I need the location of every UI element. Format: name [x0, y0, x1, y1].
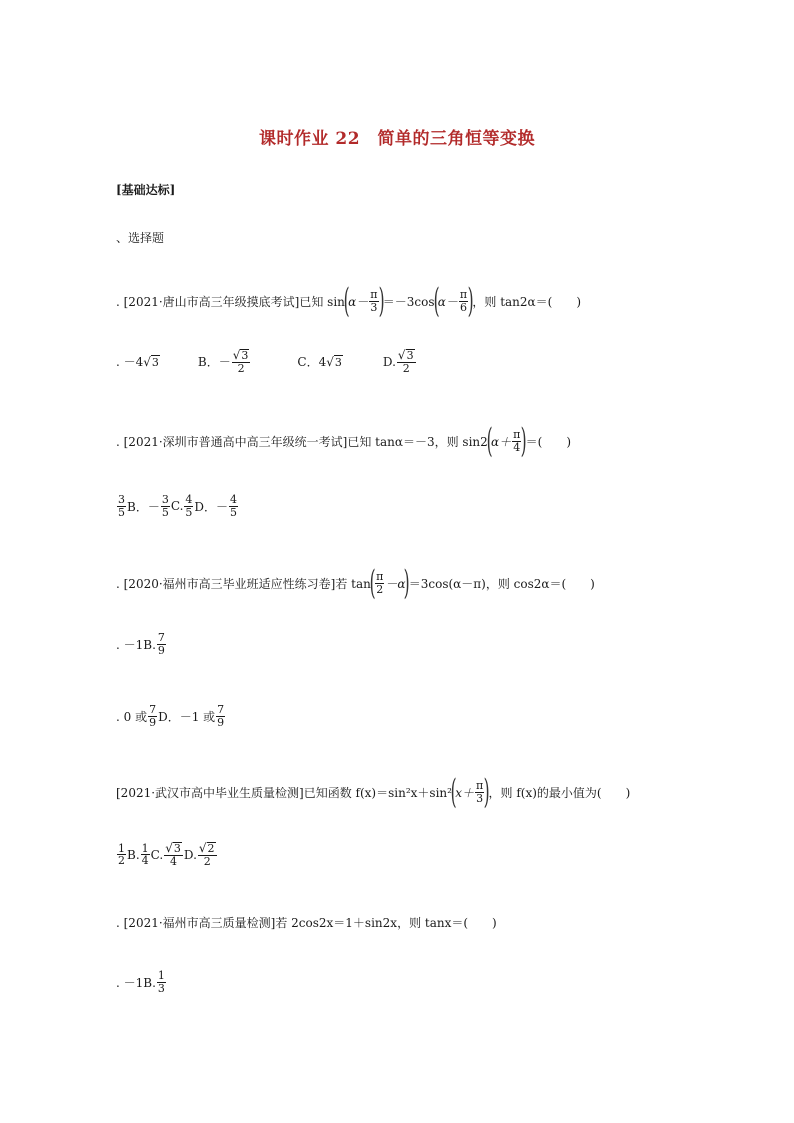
fraction [369, 289, 378, 313]
numerator: π [370, 287, 378, 301]
numerator: 7 [149, 703, 157, 716]
denominator: 9 [157, 643, 165, 657]
q1-alpha: α－ [348, 294, 369, 309]
left-paren: ( [486, 421, 493, 461]
q5-text: . [2021·福州市高三质量检测]若 2cos2x＝1＋sin2x，则 tanx＝( ) [116, 916, 497, 930]
fraction [117, 843, 126, 867]
q3-options-2 [116, 704, 226, 728]
part-heading: 、选择题 [116, 231, 165, 245]
question-1 [116, 281, 582, 321]
fraction [157, 970, 166, 994]
numerator: π [513, 427, 521, 441]
radical-sign-icon: √ [232, 348, 241, 362]
sqrt-expression [143, 355, 160, 369]
question-3 [116, 563, 595, 603]
q3-lead: . [2020·福州市高三毕业班适应性练习卷]若 tan [116, 576, 371, 591]
option-a: . －4 [116, 355, 144, 370]
q2-tail: ＝( ) [525, 434, 572, 449]
fraction [184, 494, 193, 518]
numerator [232, 349, 251, 363]
q2-alpha: α＋ [491, 434, 512, 449]
fraction [229, 494, 238, 518]
option-c: C. [150, 847, 164, 862]
q5-options [116, 970, 167, 994]
right-paren: ) [378, 281, 385, 321]
q2-options [116, 494, 239, 518]
q1-mid: ＝－3cos [382, 294, 435, 309]
radical-sign-icon: √ [165, 841, 173, 855]
denominator: 5 [118, 505, 125, 519]
fraction [216, 704, 225, 728]
page-title: 课时作业 22 简单的三角恒等变换 [258, 129, 536, 149]
q1-alpha-2: α－ [437, 294, 458, 309]
left-paren: ( [433, 281, 440, 321]
q4-x: x＋ [455, 785, 474, 800]
option-a-b: . －1B. [116, 637, 156, 652]
right-paren: ) [483, 772, 490, 812]
denominator: 5 [230, 505, 238, 519]
numerator: π [376, 569, 384, 583]
fraction [164, 842, 183, 867]
numerator: 7 [157, 631, 165, 644]
fraction [161, 494, 170, 518]
right-paren: ) [467, 281, 474, 321]
q1-options [116, 349, 417, 374]
fraction [232, 349, 251, 374]
denominator: 3 [476, 791, 484, 805]
option-b: B. [127, 847, 140, 862]
q4-lead: [2021·武汉市高中毕业生质量检测]已知函数 f(x)＝sin²x＋sin² [116, 785, 452, 800]
denominator: 2 [376, 582, 384, 596]
numerator [198, 842, 217, 856]
q3-options-1 [116, 632, 167, 656]
left-paren: ( [343, 281, 350, 321]
fraction [375, 571, 384, 595]
q2-lead: . [2021·深圳市普通高中高三年级统一考试]已知 tanα＝－3，则 sin2 [116, 434, 488, 449]
radicand: 3 [173, 842, 181, 856]
numerator: 1 [157, 969, 165, 982]
q3-mid: ＝3cos(α－π)，则 cos2α＝( ) [408, 576, 595, 591]
denominator: 4 [513, 440, 521, 454]
question-4 [116, 772, 631, 812]
sqrt-expression [326, 355, 343, 369]
right-paren: ) [521, 421, 528, 461]
radicand: 3 [334, 355, 342, 369]
left-paren: ( [450, 772, 457, 812]
denominator: 5 [161, 505, 169, 519]
fraction [148, 704, 157, 728]
radical-sign-icon: √ [326, 354, 334, 369]
option-d: D. [382, 354, 396, 369]
numerator: 4 [230, 493, 238, 506]
denominator: 6 [460, 300, 467, 314]
denominator: 2 [237, 361, 245, 375]
numerator: 3 [118, 493, 125, 506]
radical-sign-icon: √ [143, 354, 151, 369]
denominator: 2 [203, 854, 211, 868]
numerator: 1 [141, 841, 149, 855]
question-2 [116, 421, 572, 461]
option-a-b: . －1B. [116, 975, 156, 990]
denominator: 2 [118, 854, 125, 868]
denominator: 9 [149, 715, 157, 729]
denominator: 2 [402, 361, 410, 375]
numerator: 4 [185, 493, 193, 506]
q4-options [116, 842, 218, 867]
fraction [117, 494, 126, 518]
fraction [198, 842, 217, 867]
radicand: 3 [406, 349, 414, 363]
denominator: 3 [157, 981, 165, 995]
denominator: 3 [370, 300, 378, 314]
q4-tail: ，则 f(x)的最小值为( ) [488, 785, 631, 800]
q1-lead: . [2021·唐山市高三年级摸底考试]已知 sin [116, 294, 345, 309]
question-5 [116, 914, 497, 931]
radical-sign-icon: √ [397, 348, 406, 362]
radical-sign-icon: √ [198, 841, 207, 855]
q1-tail: ，则 tan2α＝( ) [472, 294, 582, 309]
option-b: B．－ [127, 499, 160, 514]
option-d: D．－1 或 [158, 709, 216, 724]
option-c: . 0 或 [116, 709, 148, 724]
radicand: 2 [207, 842, 215, 856]
denominator: 4 [141, 854, 149, 868]
option-c: C．4 [297, 355, 327, 370]
option-d: D. [183, 847, 197, 862]
denominator: 9 [217, 715, 225, 729]
numerator: 7 [217, 703, 225, 716]
fraction [141, 843, 150, 867]
radicand: 3 [241, 349, 249, 363]
numerator: π [476, 778, 484, 792]
q3-alpha: －α [385, 576, 406, 591]
option-d: D．－ [194, 499, 229, 514]
radicand: 3 [151, 355, 159, 369]
numerator [397, 349, 416, 363]
denominator: 4 [170, 854, 178, 868]
option-b: B．－ [197, 355, 231, 370]
right-paren: ) [404, 563, 411, 603]
fraction [397, 349, 416, 374]
fraction [157, 632, 166, 656]
option-c: C. [170, 499, 184, 514]
section-heading: [基础达标] [116, 183, 176, 197]
numerator: 1 [118, 841, 125, 855]
denominator: 5 [185, 505, 193, 519]
numerator [164, 842, 183, 856]
left-paren: ( [369, 563, 376, 603]
numerator: π [459, 287, 468, 301]
numerator: 3 [161, 493, 169, 506]
